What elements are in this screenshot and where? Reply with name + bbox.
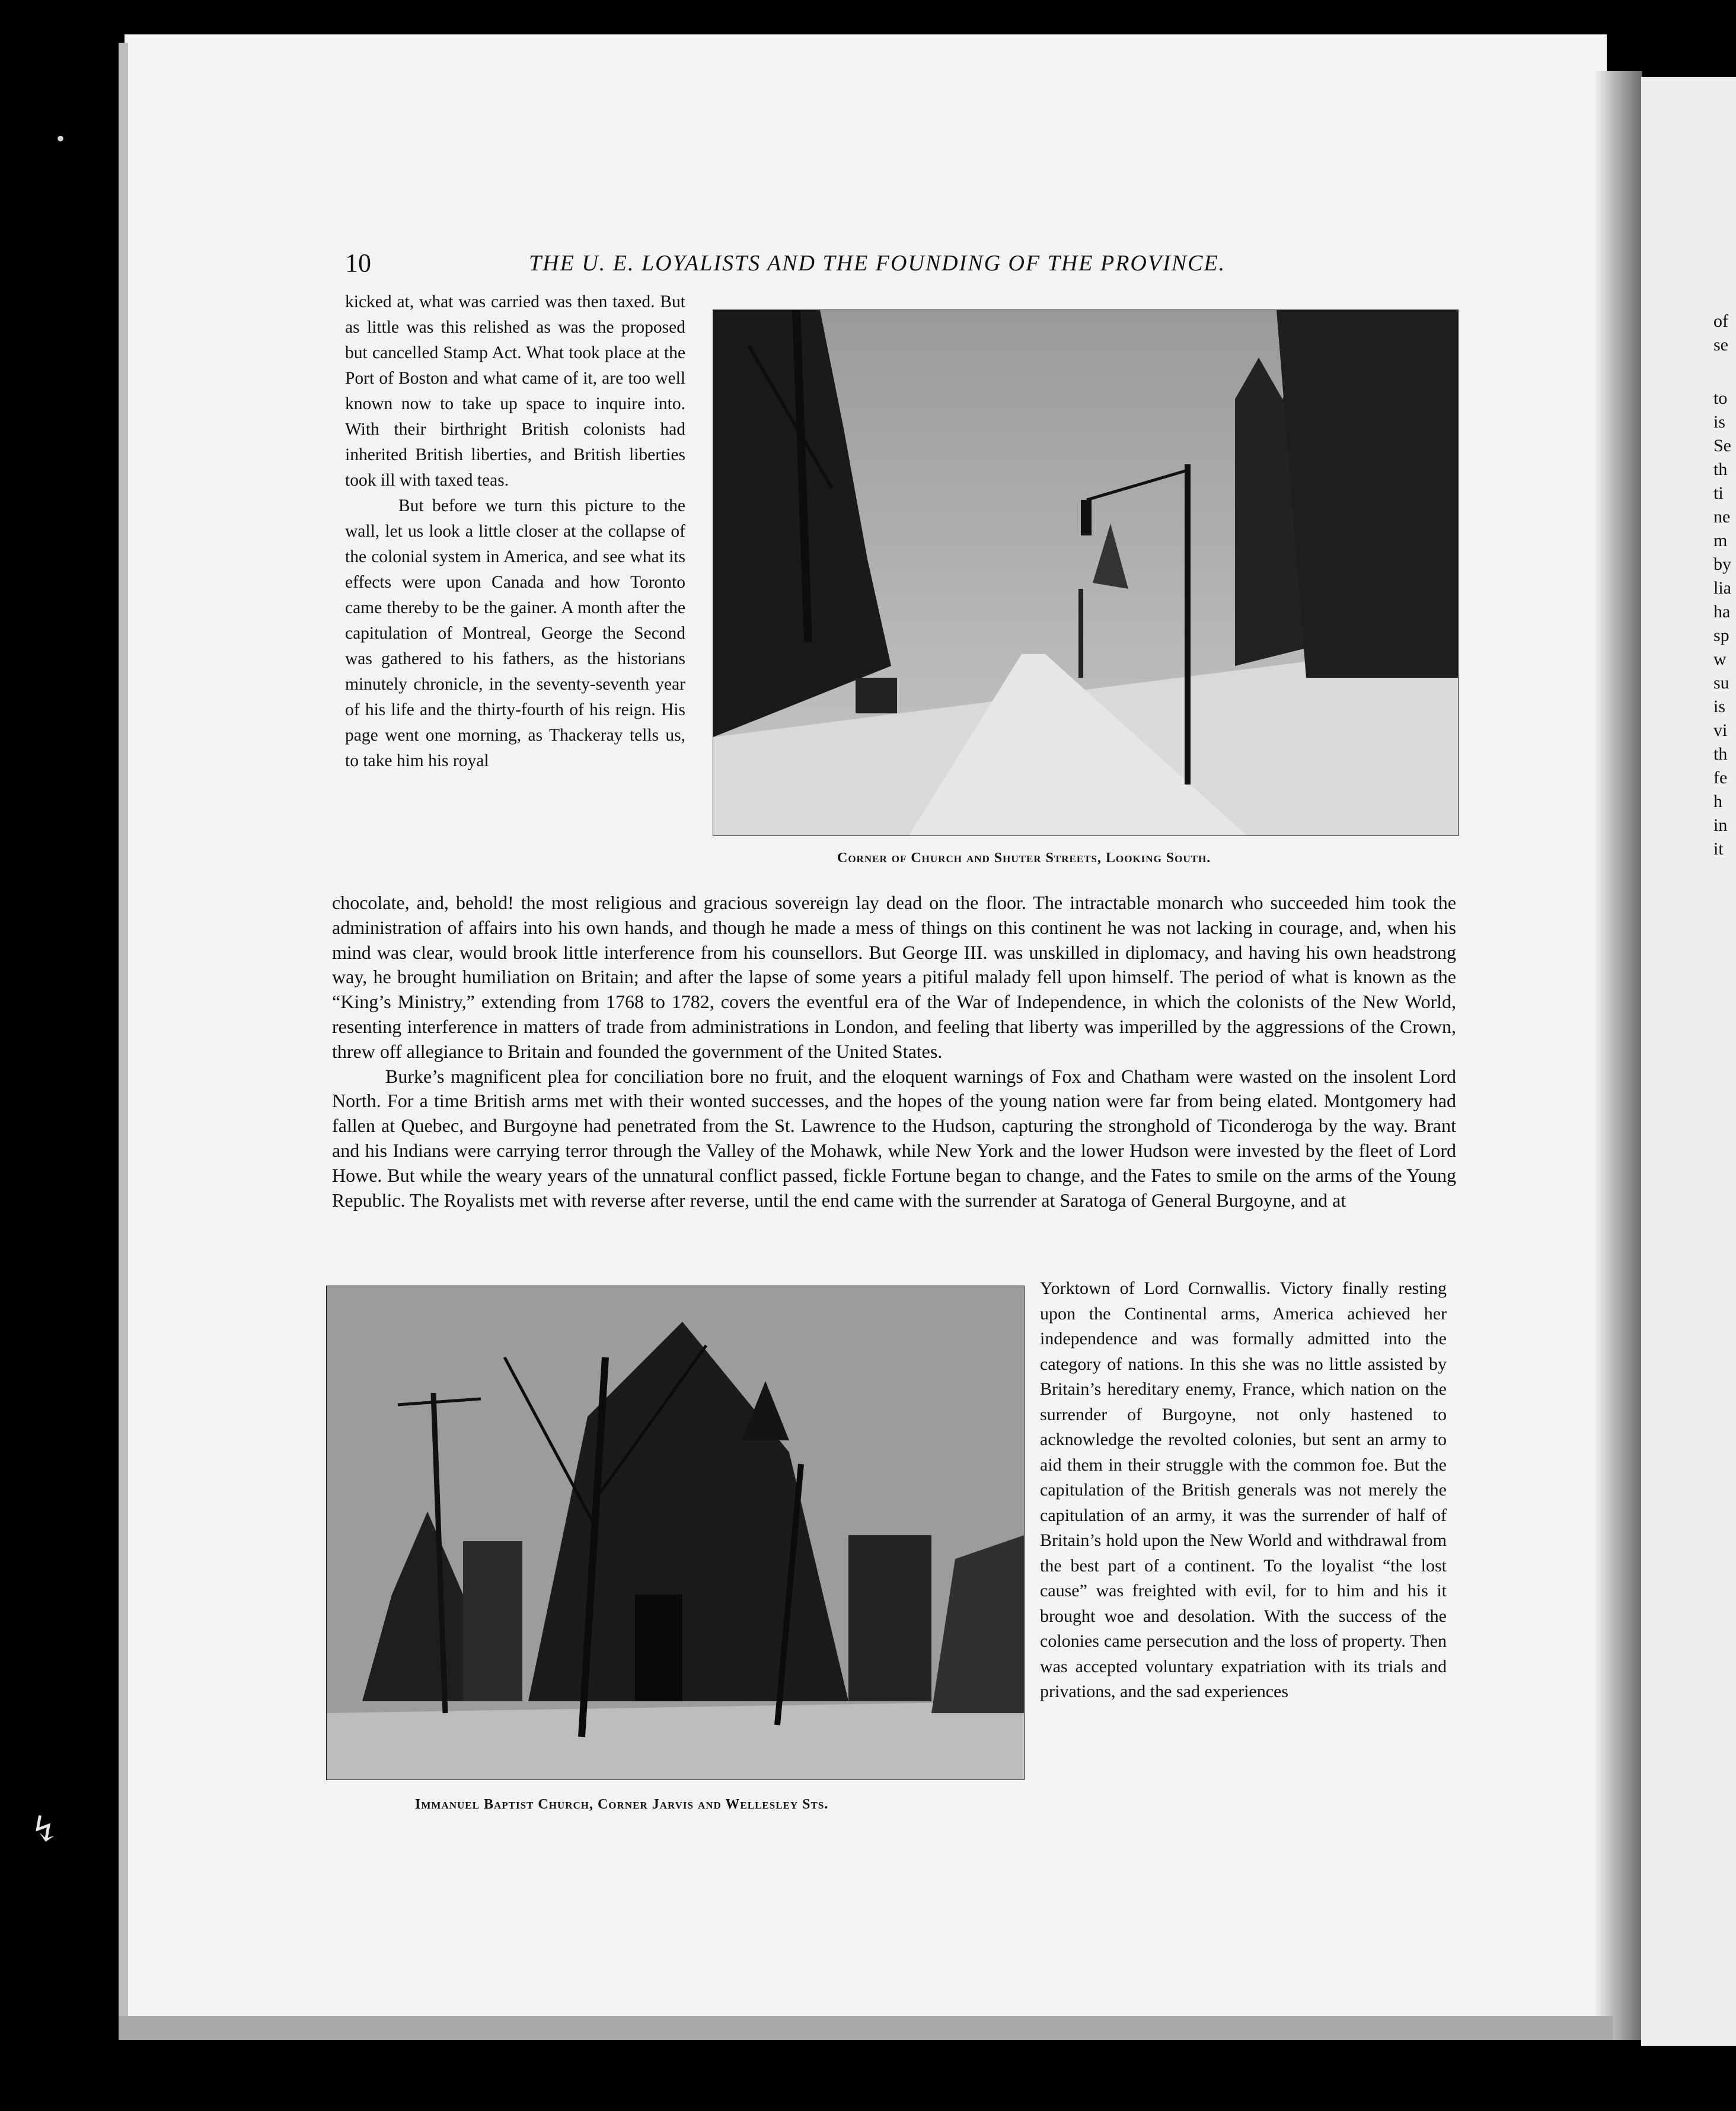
page-edge: [119, 43, 128, 2017]
facing-page-fragment: th: [1713, 744, 1728, 764]
facing-page-fragment: vi: [1713, 720, 1728, 740]
paragraph: chocolate, and, behold! the most religious and gracious sovereign lay dead on the floor. The intractable monarch who succeeded him took the administration of affairs into his own hands, and though he made a mess of things on this continent he was not lacking in courage, and, when his mind was clear, would brook little interference from his counsellors. But George III. was unskilled in diplomacy, and having his own headstrong way, he brought humiliation on Britain; and after the lapse of some years a pitiful malady fell upon himself. The period of what is known as the “King’s Ministry,” extending from 1768 to 1782, covers the eventful era of the War of Independence, in which the colonists of the New World, resenting interference in matters of trade from administrations in London, and feeling that liberty was imperilled by the aggressions of the Crown, threw off allegiance to Britain and founded the government of the United States.: [332, 892, 1456, 1062]
photo-immanuel-baptist-church: [326, 1286, 1025, 1780]
facing-page-fragment: th: [1713, 460, 1728, 479]
facing-page-fragment: w: [1713, 649, 1727, 669]
facing-page-fragment: sp: [1713, 626, 1729, 645]
church-illustration: [327, 1286, 1024, 1780]
facing-page-fragment: of: [1713, 311, 1728, 331]
scan-speck: •: [56, 125, 65, 152]
scan-artifact: ↯: [30, 1810, 60, 1849]
right-column-text: Yorktown of Lord Cornwallis. Victory finally resting upon the Continental arms, America achieved her independence and was formally admitted into the category of nations. In this she was no little assisted by Britain’s hereditary enemy, France, which nation on the surrender of Burgoyne, not only hastened to acknowledge the revolted colonies, but sent an army to aid them in their struggle with the common foe. But the capitulation of the British generals was not merely the capitulation of an army, it was the surrender of half of Britain’s hold upon the New World and withdrawal from the best part of a continent. To the loyalist “the lost cause” was freighted with evil, for to him and his it brought woe and desolation. With the success of the colonies came persecution and the loss of property. Then was accepted voluntary expatriation with its trials and privations, and the sad experiences: [1040, 1278, 1447, 1701]
facing-page-fragment: Se: [1713, 436, 1731, 455]
facing-page-fragment: is: [1713, 697, 1726, 716]
facing-page-fragment: su: [1713, 673, 1729, 693]
street-scene-illustration: [713, 310, 1458, 836]
caption-bottom-photo: Immanuel Baptist Church, Corner Jarvis and Wellesley Sts.: [415, 1797, 829, 1812]
facing-page-fragment: m: [1713, 531, 1728, 550]
facing-page-fragment: is: [1713, 412, 1726, 432]
paragraph: Burke’s magnificent plea for conciliation bore no fruit, and the eloquent warnings of Fox and Chatham were wasted on the insolent Lord North. For a time British arms met with their wonted successes, and the hopes of the young nation were far from being elated. Montgomery had fallen at Quebec, and Burgoyne had penetrated from the St. Lawrence to the Hudson, capturing the stronghold of Ticonderoga by the way. Brant and his Indians were carrying terror through the Valley of the Mohawk, while New York and the lower Hudson were invested by the fleet of Lord Howe. But while the weary years of the unnatural conflict passed, fickle Fortune began to change, and the Fates to smile on the arms of the Young Republic. The Royalists met with reverse after reverse, until the end came with the surrender at Saratoga of General Burgoyne, and at: [332, 1065, 1456, 1211]
paragraph: kicked at, what was carried was then taxed. But as little was this relished as was the proposed but cancelled Stamp Act. What took place at the Port of Boston and what came of it, are too well known now to take up space to inquire into. With their birthright British colonists had inherited British liberties, and British liberties took ill with taxed teas.: [345, 292, 685, 490]
running-title: THE U. E. LOYALISTS AND THE FOUNDING OF THE PROVINCE.: [529, 251, 1226, 276]
left-column-text: [345, 289, 685, 774]
facing-page-fragment: ti: [1713, 483, 1724, 503]
caption-top-photo: Corner of Church and Shuter Streets, Looking South.: [837, 850, 1211, 866]
facing-page-fragment: it: [1713, 839, 1724, 859]
facing-page-fragment: by: [1713, 554, 1731, 574]
facing-page: [1641, 77, 1736, 2046]
facing-page-fragment: in: [1713, 815, 1728, 835]
facing-page-fragment: se: [1713, 335, 1728, 355]
running-head: [345, 248, 1294, 283]
facing-page-fragment: fe: [1713, 768, 1728, 787]
photo-church-shuter-streets: [713, 310, 1459, 836]
book-spine: [1595, 71, 1642, 2040]
facing-page-fragment: to: [1713, 388, 1728, 408]
facing-page-fragment: lia: [1713, 578, 1731, 598]
page-number: 10: [345, 248, 371, 278]
full-width-text: [332, 891, 1456, 1213]
facing-page-fragment: ha: [1713, 602, 1731, 621]
paragraph: But before we turn this picture to the wall, let us look a little closer at the collapse of the colonial system in America, and see what its effects were upon Canada and how Toronto came thereby to be the gainer. A month after the capitulation of Montreal, George the Second was gathered to his fathers, as the historians minutely chronicle, in the seventy-seventh year of his life and the thirty-fourth of his reign. His page went one morning, as Thackeray tells us, to take him his royal: [345, 496, 685, 770]
page-bottom-shadow: [119, 2016, 1613, 2040]
facing-page-fragment: ne: [1713, 507, 1731, 527]
facing-page-fragment: h: [1713, 792, 1722, 811]
